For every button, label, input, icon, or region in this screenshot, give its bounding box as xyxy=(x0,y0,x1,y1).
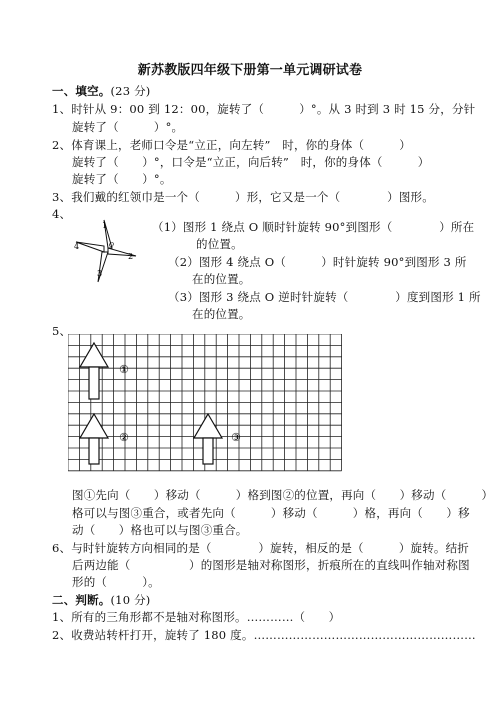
arrow-label-1: ① xyxy=(119,363,129,376)
q1-line2: 旋转了（ ）°。 xyxy=(72,120,184,134)
q3-line1: 3、我们戴的红领巾是一个（ ）形，它又是一个（ ）图形。 xyxy=(52,190,434,204)
q4-sub1-line1: （1）图形 1 绕点 O 顺时针旋转 90°到图形（ ）所在 xyxy=(152,220,475,234)
q5-line1: 图①先向（ ）移动（ ）格到图②的位置，再向（ ）移动（ ） xyxy=(72,488,494,502)
q5-line3: 动（ ）格也可以与图③重合。 xyxy=(72,523,248,537)
q6-line3: 形的（ ）。 xyxy=(72,575,160,589)
q2-line2: 旋转了（ ）°，口令是“立正，向后转” 时，你的身体（ ） xyxy=(72,155,430,169)
q4-sub1-line2: 的位置。 xyxy=(196,237,243,251)
figure-4-triangle xyxy=(76,242,104,252)
q6-line2: 后两边能（ ）的图形是轴对称图形，折痕所在的直线叫作轴对称图 xyxy=(72,558,470,572)
q1-line1: 1、时针从 9：00 到 12：00，旋转了（ ）°。从 3 时到 3 时 15 分，分针 xyxy=(52,102,476,116)
q2-line1: 2、体育课上，老师口令是“立正，向左转” 时，你的身体（ ） xyxy=(52,138,411,152)
figure-label-4: 4 xyxy=(74,242,80,251)
q4-number: 4、 xyxy=(52,207,72,221)
judge-q2: 2、收费站转杆打开，旋转了 180 度。………………………………………………… xyxy=(52,628,476,642)
q5-line2: 格可以与图③重合，或者先向（ ）移动（ ）格，再向（ ）移 xyxy=(72,506,470,520)
judge-q1: 1、所有的三角形都不是轴对称图形。…………（ ） xyxy=(52,610,341,624)
rotation-figure xyxy=(68,216,148,288)
arrow-label-3: ③ xyxy=(231,431,241,444)
section-1-header xyxy=(52,84,150,98)
section-1-points: (23 分) xyxy=(110,84,151,98)
section-2-points: (10 分) xyxy=(110,593,151,607)
figure-label-1: 1 xyxy=(102,221,108,230)
page-title: 新苏教版四年级下册第一单元调研试卷 xyxy=(137,63,363,78)
figure-label-2: 2 xyxy=(128,252,134,261)
q4-sub3-line2: 在的位置。 xyxy=(192,307,251,321)
figure-label-o: O xyxy=(109,242,114,249)
q4-sub2-line2: 在的位置。 xyxy=(192,272,251,286)
figure-label-3: 3 xyxy=(97,269,103,278)
q6-line1: 6、与时针旋转方向相同的是（ ）旋转，相反的是（ ）旋转。结折 xyxy=(52,541,470,555)
q5-number: 5、 xyxy=(52,324,72,338)
q2-line3: 旋转了（ ）°。 xyxy=(72,172,172,186)
arrow-label-2: ② xyxy=(119,431,129,444)
q4-sub3-line1: （3）图形 3 绕点 O 逆时针旋转（ ）度到图形 1 所 xyxy=(168,290,481,304)
section-2-heading: 二、判断。 xyxy=(52,593,111,607)
section-1-heading: 一、填空。 xyxy=(52,84,111,98)
arrow-shape-3 xyxy=(194,414,222,464)
arrow-shape-2 xyxy=(80,414,108,464)
grid-figure xyxy=(68,334,344,474)
q4-sub2-line1: （2）图形 4 绕点 O（ ）时针旋转 90°到图形 3 所 xyxy=(168,255,467,269)
section-2-header xyxy=(52,593,150,607)
